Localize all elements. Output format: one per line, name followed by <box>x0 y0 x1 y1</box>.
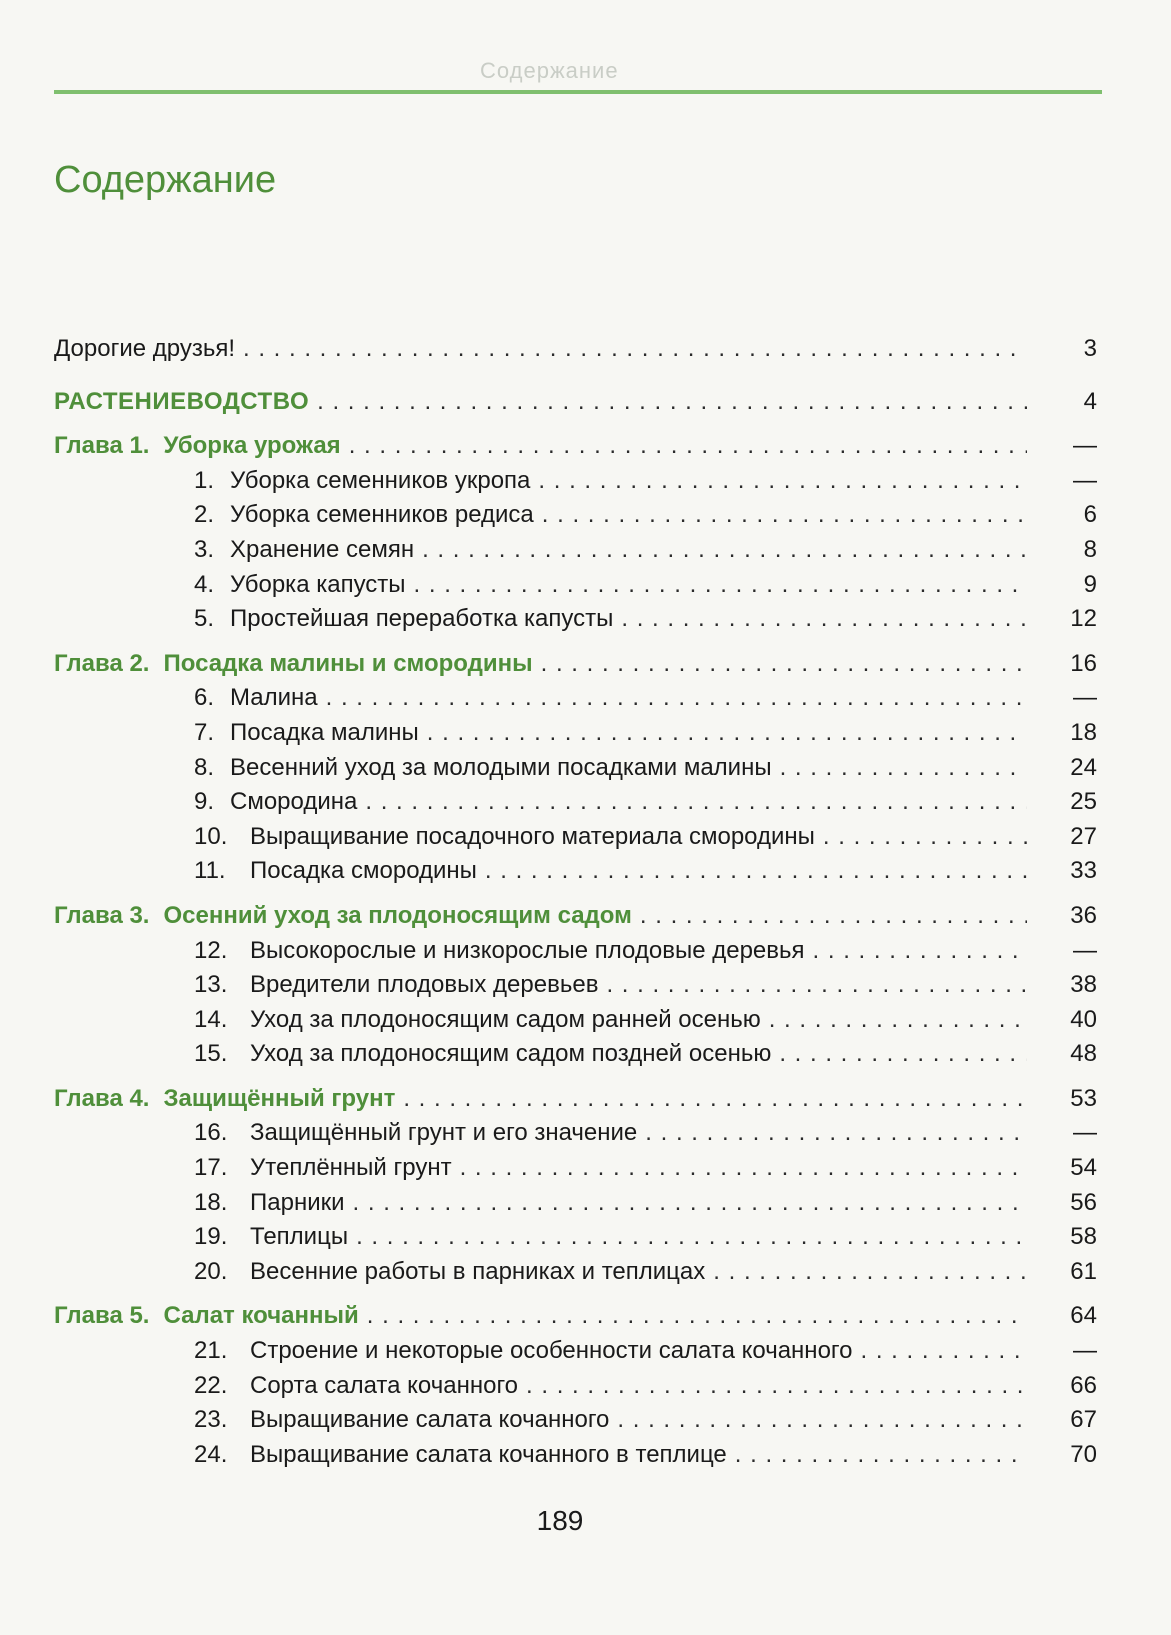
dot-leader <box>779 1037 1027 1072</box>
item-title: Малина <box>230 684 318 712</box>
item-page: 25 <box>1070 788 1097 816</box>
item-title: Парники <box>250 1188 345 1216</box>
toc-item-entry[interactable] <box>54 1116 1097 1151</box>
dot-leader <box>243 332 1027 367</box>
chapter-title: Осенний уход за плодоносящим садом <box>163 901 632 929</box>
item-page: 48 <box>1070 1040 1097 1068</box>
dot-leader <box>365 785 1027 820</box>
toc-item-entry[interactable] <box>54 1151 1097 1186</box>
dot-leader <box>367 1299 1027 1334</box>
item-title: Вредители плодовых деревьев <box>250 971 599 999</box>
item-title: Уход за плодоносящим садом поздней осенью <box>250 1040 772 1068</box>
toc-entry-page: 3 <box>1083 335 1097 362</box>
dot-leader <box>542 498 1027 533</box>
chapter-page: 36 <box>1070 901 1097 929</box>
toc-item-entry[interactable] <box>54 1255 1097 1290</box>
item-title: Посадка малины <box>230 718 419 746</box>
item-page: 38 <box>1070 971 1097 999</box>
item-number: 19. <box>194 1223 228 1251</box>
item-title: Выращивание салата кочанного в теплице <box>250 1440 727 1468</box>
chapter-label: Глава 3. <box>54 901 150 929</box>
item-number: 11. <box>194 857 226 885</box>
item-number: 5. <box>194 605 215 633</box>
toc-chapter-entry[interactable] <box>54 1299 1097 1334</box>
toc-item-entry[interactable] <box>54 464 1097 499</box>
toc-item-entry[interactable] <box>54 681 1097 716</box>
item-page: 54 <box>1070 1154 1097 1182</box>
page-title: Содержание <box>54 159 277 202</box>
item-page: 6 <box>1083 501 1097 529</box>
item-title: Посадка смородины <box>250 857 477 885</box>
dot-leader <box>621 602 1027 637</box>
dot-leader <box>538 464 1027 499</box>
item-page: — <box>1073 936 1097 964</box>
item-title: Уборка капусты <box>230 570 406 598</box>
dot-leader <box>769 1003 1027 1038</box>
item-number: 14. <box>194 1005 228 1033</box>
chapter-label: Глава 4. <box>54 1084 150 1112</box>
toc-item-entry[interactable] <box>54 1003 1097 1038</box>
dot-leader <box>460 1151 1027 1186</box>
item-number: 17. <box>194 1154 228 1182</box>
item-page: 66 <box>1070 1371 1097 1399</box>
toc-item-entry[interactable] <box>54 568 1097 603</box>
chapter-page: 53 <box>1070 1084 1097 1112</box>
item-title: Выращивание посадочного материала смородины <box>250 822 815 850</box>
item-title: Утеплённый грунт <box>250 1154 452 1182</box>
toc-chapter-entry[interactable] <box>54 647 1097 682</box>
dot-leader <box>422 533 1027 568</box>
chapter-title: Посадка малины и смородины <box>163 649 533 677</box>
item-number: 20. <box>194 1257 228 1285</box>
chapter-list <box>54 429 1097 1472</box>
dot-leader <box>735 1438 1027 1473</box>
dot-leader <box>414 568 1027 603</box>
toc-item-entry[interactable] <box>54 1334 1097 1369</box>
item-title: Теплицы <box>250 1223 349 1251</box>
toc-item-entry[interactable] <box>54 1037 1097 1072</box>
item-page: — <box>1073 1337 1097 1365</box>
toc-item-entry[interactable] <box>54 785 1097 820</box>
item-number: 23. <box>194 1406 228 1434</box>
chapter-label: Глава 1. <box>54 432 150 460</box>
item-page: 56 <box>1070 1188 1097 1216</box>
item-title: Уборка семенников укропа <box>230 466 531 494</box>
toc-intro-entry[interactable] <box>54 332 1097 367</box>
item-title: Хранение семян <box>230 535 415 563</box>
item-page: 58 <box>1070 1223 1097 1251</box>
toc-item-entry[interactable] <box>54 1186 1097 1221</box>
section-title: РАСТЕНИЕВОДСТВО <box>54 387 310 415</box>
item-title: Весенние работы в парниках и теплицах <box>250 1257 706 1285</box>
dot-leader <box>353 1186 1027 1221</box>
item-number: 15. <box>194 1040 228 1068</box>
section-page: 4 <box>1083 387 1097 415</box>
dot-leader <box>326 681 1027 716</box>
dot-leader <box>645 1116 1027 1151</box>
item-page: — <box>1073 684 1097 712</box>
toc-item-entry[interactable] <box>54 1369 1097 1404</box>
item-number: 13. <box>194 971 228 999</box>
toc-item-entry[interactable] <box>54 820 1097 855</box>
item-title: Сорта салата кочанного <box>250 1371 519 1399</box>
toc-item-entry[interactable] <box>54 602 1097 637</box>
toc-entry-title: Дорогие друзья! <box>54 335 235 362</box>
item-page: 8 <box>1083 535 1097 563</box>
chapter-page: 16 <box>1070 649 1097 677</box>
item-number: 10. <box>194 822 228 850</box>
item-title: Весенний уход за молодыми посадками малины <box>230 753 772 781</box>
item-number: 16. <box>194 1119 228 1147</box>
item-number: 12. <box>194 936 228 964</box>
toc-chapter-entry[interactable] <box>54 429 1097 464</box>
item-number: 9. <box>194 788 215 816</box>
toc-item-entry[interactable] <box>54 1438 1097 1473</box>
toc-item-entry[interactable] <box>54 968 1097 1003</box>
toc-item-entry[interactable] <box>54 854 1097 889</box>
item-page: 12 <box>1070 605 1097 633</box>
top-rule <box>54 90 1102 94</box>
dot-leader <box>427 716 1027 751</box>
dot-leader <box>860 1334 1027 1369</box>
item-page: 18 <box>1070 718 1097 746</box>
dot-leader <box>349 429 1027 464</box>
dot-leader <box>526 1369 1027 1404</box>
item-number: 18. <box>194 1188 228 1216</box>
item-page: — <box>1073 1119 1097 1147</box>
item-number: 24. <box>194 1440 228 1468</box>
dot-leader <box>813 934 1027 969</box>
item-title: Уход за плодоносящим садом ранней осенью <box>250 1005 761 1033</box>
page-number: 189 <box>536 1505 584 1536</box>
dot-leader <box>606 968 1027 1003</box>
item-page: 61 <box>1070 1257 1097 1285</box>
item-title: Уборка семенников редиса <box>230 501 534 529</box>
item-number: 8. <box>194 753 215 781</box>
toc-chapter-entry[interactable] <box>54 1082 1097 1117</box>
item-number: 4. <box>194 570 215 598</box>
dot-leader <box>485 854 1027 889</box>
chapter-label: Глава 2. <box>54 649 150 677</box>
chapter-title: Защищённый грунт <box>163 1084 396 1112</box>
item-title: Высокорослые и низкорослые плодовые деревья <box>250 936 805 964</box>
item-number: 21. <box>194 1337 228 1365</box>
dot-leader <box>780 751 1027 786</box>
dot-leader <box>403 1082 1027 1117</box>
toc-item-entry[interactable] <box>54 1403 1097 1438</box>
table-of-contents <box>54 332 1097 1472</box>
item-page: 70 <box>1070 1440 1097 1468</box>
toc-item-entry[interactable] <box>54 716 1097 751</box>
item-number: 6. <box>194 684 215 712</box>
item-title: Выращивание салата кочанного <box>250 1406 610 1434</box>
item-title: Строение и некоторые особенности салата кочанного <box>250 1337 853 1365</box>
toc-section-entry[interactable] <box>54 385 1097 420</box>
item-number: 3. <box>194 535 215 563</box>
item-number: 2. <box>194 501 215 529</box>
running-head: Содержание <box>480 58 619 83</box>
item-title: Защищённый грунт и его значение <box>250 1119 638 1147</box>
item-page: 24 <box>1070 753 1097 781</box>
chapter-title: Уборка урожая <box>163 432 341 460</box>
dot-leader <box>823 820 1027 855</box>
chapter-page: — <box>1073 432 1097 460</box>
dot-leader <box>317 385 1027 420</box>
dot-leader <box>356 1220 1027 1255</box>
item-number: 1. <box>194 466 215 494</box>
item-title: Простейшая переработка капусты <box>230 605 614 633</box>
item-page: 67 <box>1070 1406 1097 1434</box>
dot-leader <box>617 1403 1027 1438</box>
toc-item-entry[interactable] <box>54 533 1097 568</box>
item-page: 40 <box>1070 1005 1097 1033</box>
dot-leader <box>640 899 1027 934</box>
chapter-title: Салат кочанный <box>163 1302 359 1330</box>
item-page: — <box>1073 466 1097 494</box>
item-number: 7. <box>194 718 215 746</box>
chapter-label: Глава 5. <box>54 1302 150 1330</box>
toc-item-entry[interactable] <box>54 751 1097 786</box>
chapter-page: 64 <box>1070 1302 1097 1330</box>
toc-chapter-entry[interactable] <box>54 899 1097 934</box>
item-page: 33 <box>1070 857 1097 885</box>
toc-item-entry[interactable] <box>54 1220 1097 1255</box>
item-number: 22. <box>194 1371 228 1399</box>
dot-leader <box>541 647 1027 682</box>
item-page: 9 <box>1083 570 1097 598</box>
item-page: 27 <box>1070 822 1097 850</box>
item-title: Смородина <box>230 788 358 816</box>
toc-item-entry[interactable] <box>54 498 1097 533</box>
toc-item-entry[interactable] <box>54 934 1097 969</box>
dot-leader <box>713 1255 1027 1290</box>
